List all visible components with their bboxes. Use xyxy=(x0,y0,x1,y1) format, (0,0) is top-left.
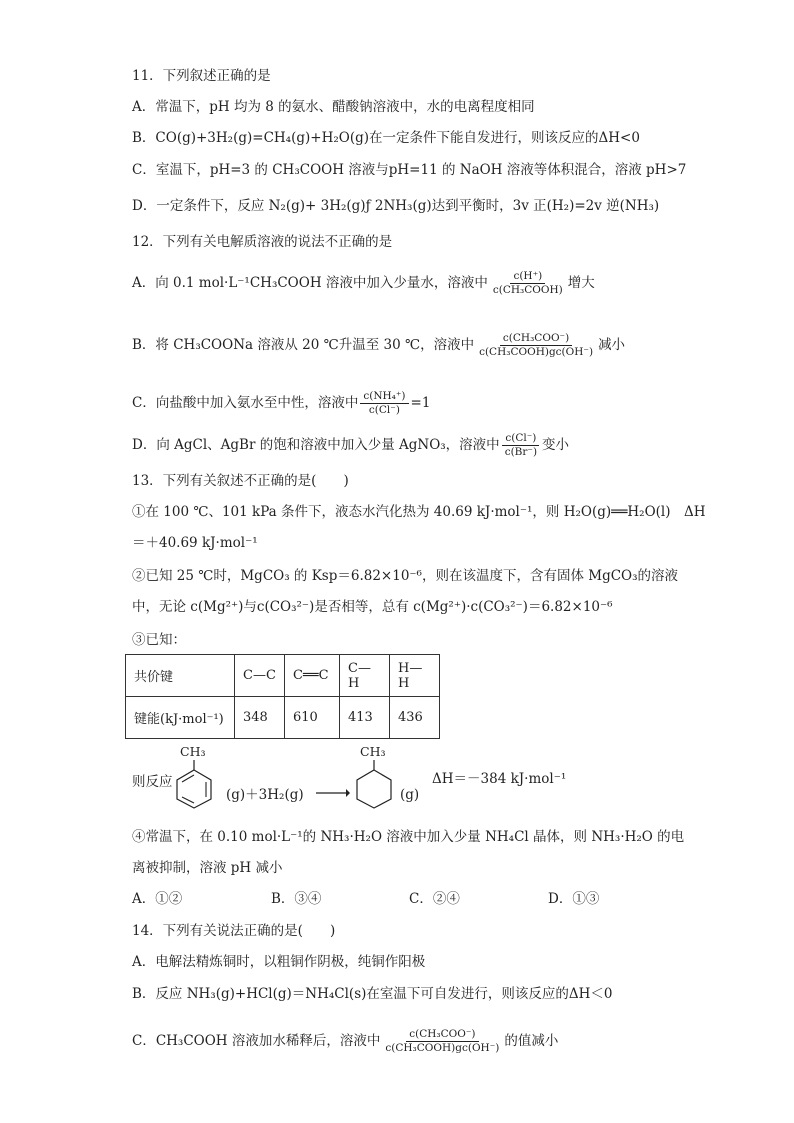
q12-option-b xyxy=(132,332,625,359)
q12-c-fraction xyxy=(360,390,408,417)
q12-d-tail: 变小 xyxy=(542,437,570,453)
q11-option-b: B．CO(g)+3H₂(g)=CH₄(g)+H₂O(g)在一定条件下能自发进行，则该反应的ΔH<0 xyxy=(132,130,640,146)
q13-option-d: D．①③ xyxy=(548,891,600,907)
q13-statement-4a: ④常温下，在 0.10 mol·L⁻¹的 NH₃·H₂O 溶液中加入少量 NH₄Cl 晶体，则 NH₃·H₂O 的电 xyxy=(132,829,685,845)
q14-title: 14．下列有关说法正确的是( ) xyxy=(132,923,336,939)
table-row xyxy=(126,697,440,739)
q12-a-fraction xyxy=(490,270,566,297)
table-cell: 413 xyxy=(340,697,390,739)
table-cell: 436 xyxy=(390,697,440,739)
q12-b-text: B．将 CH₃COONa 溶液从 20 ℃升温至 30 ℃，溶液中 xyxy=(132,337,475,353)
q12-option-a xyxy=(132,270,595,297)
q14-c-tail: 的值减小 xyxy=(504,1033,559,1049)
table-cell: 348 xyxy=(235,697,285,739)
q11-title: 11．下列叙述正确的是 xyxy=(132,68,271,84)
q13-title: 13．下列有关叙述不正确的是( ) xyxy=(132,473,349,489)
table-cell: 键能(kJ·mol⁻¹) xyxy=(126,697,235,739)
table-cell: C══C xyxy=(285,655,340,697)
q12-a-tail: 增大 xyxy=(567,275,595,291)
table-cell: 610 xyxy=(285,697,340,739)
q12-a-numerator: c(H⁺) xyxy=(510,270,545,284)
q14-c-text: C．CH₃COOH 溶液加水稀释后，溶液中 xyxy=(132,1033,381,1049)
q12-d-numerator: c(Cl⁻) xyxy=(502,432,539,446)
q13-statement-1a: ①在 100 ℃、101 kPa 条件下，液态水汽化热为 40.69 kJ·mol⁻¹，则 H₂O(g)══H₂O(l) ΔH xyxy=(132,504,706,520)
q12-option-c xyxy=(132,390,430,417)
methylcyclohexane-ch3-label: CH₃ xyxy=(360,744,386,759)
q11-option-d: D．一定条件下，反应 N₂(g)+ 3H₂(g)ƒ 2NH₃(g)达到平衡时，3v 正(H₂)=2v 逆(NH₃) xyxy=(132,198,660,214)
q11-option-a: A．常温下，pH 均为 8 的氨水、醋酸钠溶液中，水的电离程度相同 xyxy=(132,99,535,115)
q13-statement-2b: 中，无论 c(Mg²⁺)与c(CO₃²⁻)是否相等，总有 c(Mg²⁺)·c(CO₃²⁻)＝6.82×10⁻⁶ xyxy=(132,599,613,615)
reaction-product-state: (g) xyxy=(400,787,420,803)
reaction-label: 则反应 xyxy=(132,774,173,790)
table-cell: H—H xyxy=(390,655,440,697)
reaction-reactants: (g)＋3H₂(g) xyxy=(226,787,304,803)
q12-b-denominator: c(CH₃COOH)gc(OH⁻) xyxy=(479,346,594,358)
q13-option-c: C．②④ xyxy=(409,891,460,907)
toluene-ch3-label: CH₃ xyxy=(180,744,206,759)
q13-statement-4b: 离被抑制，溶液 pH 减小 xyxy=(132,860,283,876)
q12-d-fraction xyxy=(502,432,540,459)
q14-c-numerator: c(CH₃COO⁻) xyxy=(406,1028,478,1042)
q12-c-denominator: c(Cl⁻) xyxy=(368,404,400,416)
q12-title: 12．下列有关电解质溶液的说法不正确的是 xyxy=(132,234,393,250)
q13-option-b: B．③④ xyxy=(271,891,322,907)
reaction-enthalpy: ΔH＝－384 kJ·mol⁻¹ xyxy=(432,771,567,787)
q13-statement-2a: ②已知 25 ℃时，MgCO₃ 的 Ksp＝6.82×10⁻⁶，则在该温度下，含有固体 MgCO₃的溶液 xyxy=(132,568,679,584)
q13-option-a: A．①② xyxy=(132,891,183,907)
q12-c-tail: =1 xyxy=(410,395,431,411)
q13-statement-3: ③已知： xyxy=(132,632,186,648)
q13-statement-1b: ＝＋40.69 kJ·mol⁻¹ xyxy=(132,535,258,551)
q14-c-fraction xyxy=(382,1028,502,1055)
q12-b-tail: 减小 xyxy=(598,337,626,353)
bond-energy-table xyxy=(125,654,440,739)
table-row xyxy=(126,655,440,697)
table-cell: C—C xyxy=(235,655,285,697)
q14-option-c xyxy=(132,1028,558,1055)
table-cell: 共价键 xyxy=(126,655,235,697)
q12-b-numerator: c(CH₃COO⁻) xyxy=(500,332,572,346)
q12-d-text: D．向 AgCl、AgBr 的饱和溶液中加入少量 AgNO₃，溶液中 xyxy=(132,437,500,453)
q12-a-denominator: c(CH₃COOH) xyxy=(492,284,563,296)
q14-option-b: B．反应 NH₃(g)+HCl(g)＝NH₄Cl(s)在室温下可自发进行，则该反应的ΔH＜0 xyxy=(132,986,613,1002)
table-cell: C—H xyxy=(340,655,390,697)
q12-c-text: C．向盐酸中加入氨水至中性，溶液中 xyxy=(132,395,359,411)
toluene-structure-icon xyxy=(168,758,218,810)
q12-c-numerator: c(NH₄⁺) xyxy=(360,390,408,404)
q14-c-denominator: c(CH₃COOH)gc(OH⁻) xyxy=(385,1042,500,1054)
q12-b-fraction xyxy=(476,332,596,359)
q14-option-a: A．电解法精炼铜时，以粗铜作阴极，纯铜作阳极 xyxy=(132,954,426,970)
q12-d-denominator: c(Br⁻) xyxy=(504,446,538,458)
q11-option-c: C．室温下，pH=3 的 CH₃COOH 溶液与pH=11 的 NaOH 溶液等体积混合，溶液 pH>7 xyxy=(132,162,687,178)
q12-option-d xyxy=(132,432,569,459)
q12-a-text: A．向 0.1 mol·L⁻¹CH₃COOH 溶液中加入少量水，溶液中 xyxy=(132,275,488,291)
reaction-arrow-icon xyxy=(316,786,350,800)
methylcyclohexane-structure-icon xyxy=(348,758,398,810)
